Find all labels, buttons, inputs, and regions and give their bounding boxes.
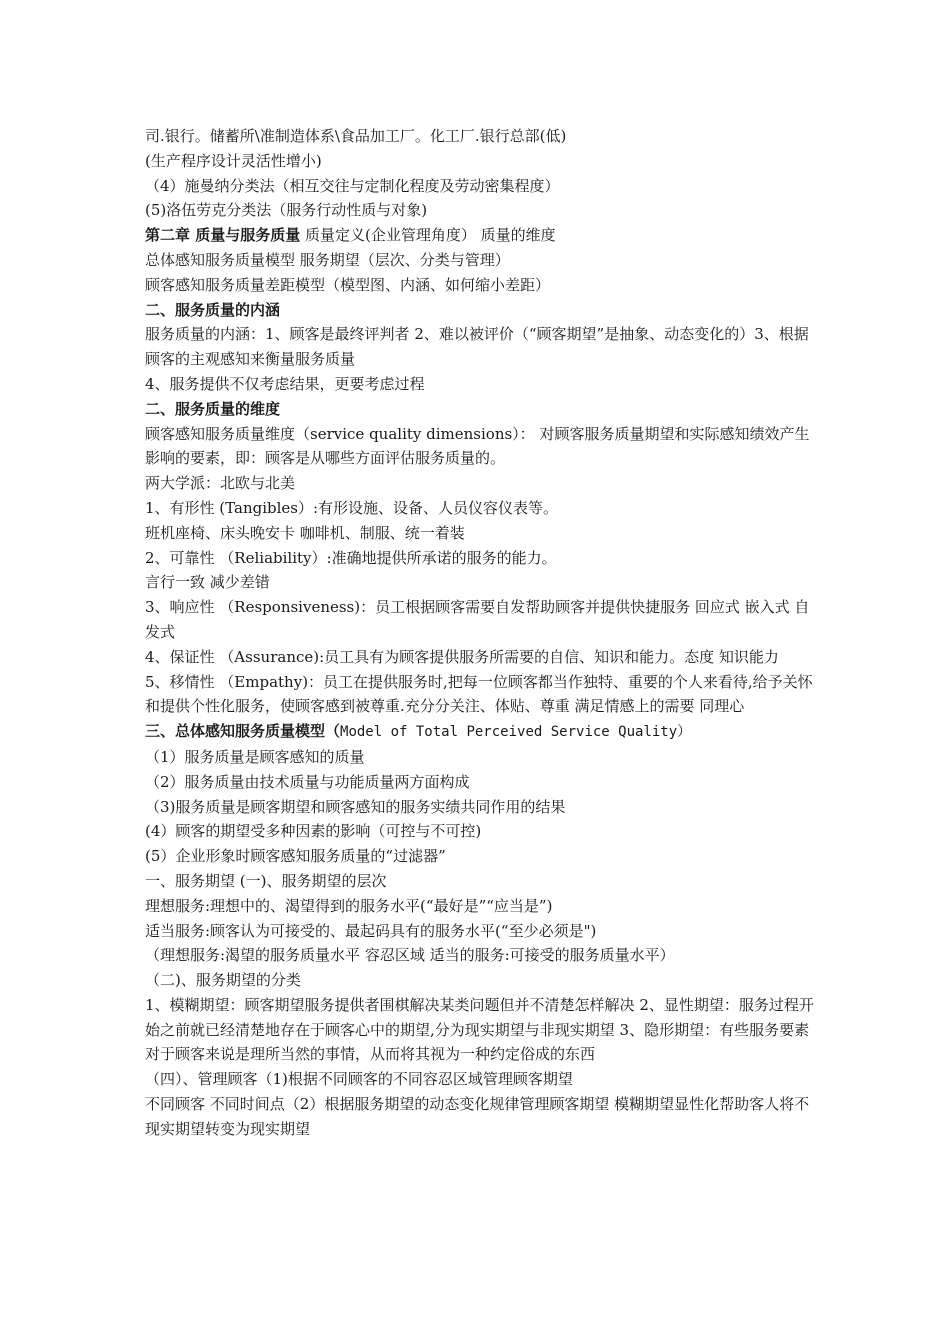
text-line: (5)洛伍劳克分类法（服务行动性质与对象) <box>145 201 428 220</box>
text-line: （3)服务质量是顾客期望和顾客感知的服务实绩共同作用的结果 <box>145 797 566 816</box>
paragraph: 5、移情性 （Empathy)：员工在提供服务时,把每一位顾客都当作独特、重要的个人来看待,给予关怀和提供个性化服务，使顾客感到被尊重.充分分关注、体贴、尊重 满足情感上的需要 同理心 <box>145 672 813 716</box>
text-line: 总体感知服务质量模型 服务期望（层次、分类与管理） <box>145 250 510 269</box>
paragraph: 服务质量的内涵：1、顾客是最终评判者 2、难以被评价（“顾客期望”是抽象、动态变化的）3、根据顾客的主观感知来衡量服务质量 <box>145 325 809 369</box>
text-line: 理想服务:理想中的、渴望得到的服务水平(“最好是”“应当是”) <box>145 896 553 915</box>
text-line: 2、可靠性 （Reliability）:准确地提供所承诺的服务的能力。 <box>145 548 557 567</box>
chapter-topics: 质量定义(企业管理角度） 质量的维度 <box>300 226 556 245</box>
text-line: 4、服务提供不仅考虑结果，更要考虑过程 <box>145 374 425 393</box>
text-line: 班机座椅、床头晚安卡 咖啡机、制服、统一着装 <box>145 523 465 542</box>
text-line: 顾客感知服务质量差距模型（模型图、内涵、如何缩小差距） <box>145 275 551 294</box>
chapter-heading-line <box>145 223 817 248</box>
text-line: （四）、管理顾客（1)根据不同顾客的不同容忍区域管理顾客期望 <box>145 1070 573 1089</box>
text-line: （理想服务:渴望的服务质量水平 容忍区域 适当的服务:可接受的服务质量水平） <box>145 946 675 965</box>
text-line: 两大学派：北欧与北美 <box>145 474 296 493</box>
chapter-heading: 第二章 质量与服务质量 <box>145 226 301 245</box>
text-line: （二)、服务期望的分类 <box>145 971 301 990</box>
section-heading-english: Model of Total Perceived Service Quality） <box>340 724 692 741</box>
section-heading: 三、总体感知服务质量模型（ <box>145 722 341 741</box>
section-heading: 二、服务质量的维度 <box>145 399 281 418</box>
paragraph: 3、响应性 （Responsiveness)：员工根据顾客需要自发帮助顾客并提供快捷服务 回应式 嵌入式 自发式 <box>145 598 810 641</box>
text-line: (4）顾客的期望受多种因素的影响（可控与不可控) <box>145 822 482 841</box>
section-heading: 二、服务质量的内涵 <box>145 300 281 319</box>
document-body <box>145 124 817 1142</box>
paragraph: 4、保证性 （Assurance):员工具有为顾客提供服务所需要的自信、知识和能力。态度 知识能力 <box>145 647 779 666</box>
paragraph: 顾客感知服务质量维度（service quality dimensions）： 对顾客服务质量期望和实际感知绩效产生影响的要素，即：顾客是从哪些方面评估服务质量的。 <box>145 424 810 468</box>
text-line: 适当服务:顾客认为可接受的、最起码具有的服务水平(“至少必须是") <box>145 921 597 940</box>
text-line: 司.银行。储蓄所\准制造体系\食品加工厂。化工厂.银行总部(低) <box>145 127 567 145</box>
paragraph: 不同顾客 不同时间点（2）根据服务期望的动态变化规律管理顾客期望 模糊期望显性化帮助客人将不现实期望转变为现实期望 <box>145 1095 810 1138</box>
text-line: 言行一致 减少差错 <box>145 573 270 592</box>
text-line: 1、有形性 (Tangibles）:有形设施、设备、人员仪容仪表等。 <box>145 498 559 517</box>
section-heading-line <box>145 719 817 745</box>
paragraph: 1、模糊期望：顾客期望服务提供者围棋解决某类问题但并不清楚怎样解决 2、显性期望：服务过程开始之前就已经清楚地存在于顾客心中的期望,分为现实期望与非现实期望 3、隐形期望：有些服务要素对于顾客来说是理所当然的事情，从而将其视为一种约定俗成的东西 <box>145 995 814 1064</box>
text-line: （2）服务质量由技术质量与功能质量两方面构成 <box>145 772 470 791</box>
text-line: 一、服务期望 (一)、服务期望的层次 <box>145 871 387 890</box>
text-line: （1）服务质量是顾客感知的质量 <box>145 747 365 766</box>
text-line: (生产程序设计灵活性增小) <box>145 151 322 170</box>
text-line: (5）企业形象时顾客感知服务质量的“过滤器” <box>145 847 446 866</box>
text-line: （4）施曼纳分类法（相互交往与定制化程度及劳动密集程度） <box>145 176 560 195</box>
